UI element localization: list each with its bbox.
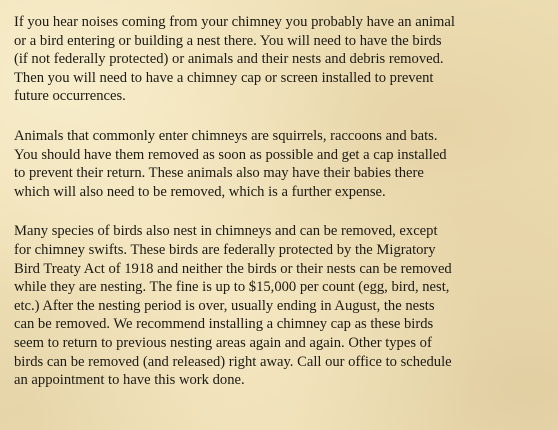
text-line: You should have them removed as soon as possible and get a cap installed bbox=[14, 146, 447, 163]
paragraph-chimney-noises bbox=[14, 13, 550, 106]
text-line: to prevent their return. These animals also may have their babies there bbox=[14, 165, 424, 182]
text-line: an appointment to have this work done. bbox=[14, 372, 245, 389]
paragraph-animals bbox=[14, 127, 550, 201]
text-line: birds can be removed (and released) right away. Call our office to schedule bbox=[14, 353, 452, 370]
paragraph-birds bbox=[14, 222, 550, 389]
text-line: If you hear noises coming from your chimney you probably have an animal bbox=[14, 14, 455, 30]
text-line: seem to return to previous nesting areas again and again. Other types of bbox=[14, 334, 432, 351]
text-line: future occurrences. bbox=[14, 88, 126, 105]
text-line: (if not federally protected) or animals and their nests and debris removed. bbox=[14, 51, 444, 68]
text-line: or a bird entering or building a nest there. You will need to have the birds bbox=[14, 32, 442, 49]
text-line: which will also need to be removed, which is a further expense. bbox=[14, 183, 386, 200]
text-line: Many species of birds also nest in chimneys and can be removed, except bbox=[14, 223, 438, 240]
text-line: can be removed. We recommend installing a chimney cap as these birds bbox=[14, 316, 434, 333]
text-line: etc.) After the nesting period is over, usually ending in August, the nests bbox=[14, 297, 435, 314]
text-line: for chimney swifts. These birds are federally protected by the Migratory bbox=[14, 241, 436, 258]
text-line: Then you will need to have a chimney cap or screen installed to prevent bbox=[14, 69, 434, 86]
text-line: Bird Treaty Act of 1918 and neither the birds or their nests can be removed bbox=[14, 260, 452, 277]
text-line: Animals that commonly enter chimneys are squirrels, raccoons and bats. bbox=[14, 127, 438, 144]
text-line: while they are nesting. The fine is up to $15,000 per count (egg, bird, nest, bbox=[14, 279, 450, 296]
